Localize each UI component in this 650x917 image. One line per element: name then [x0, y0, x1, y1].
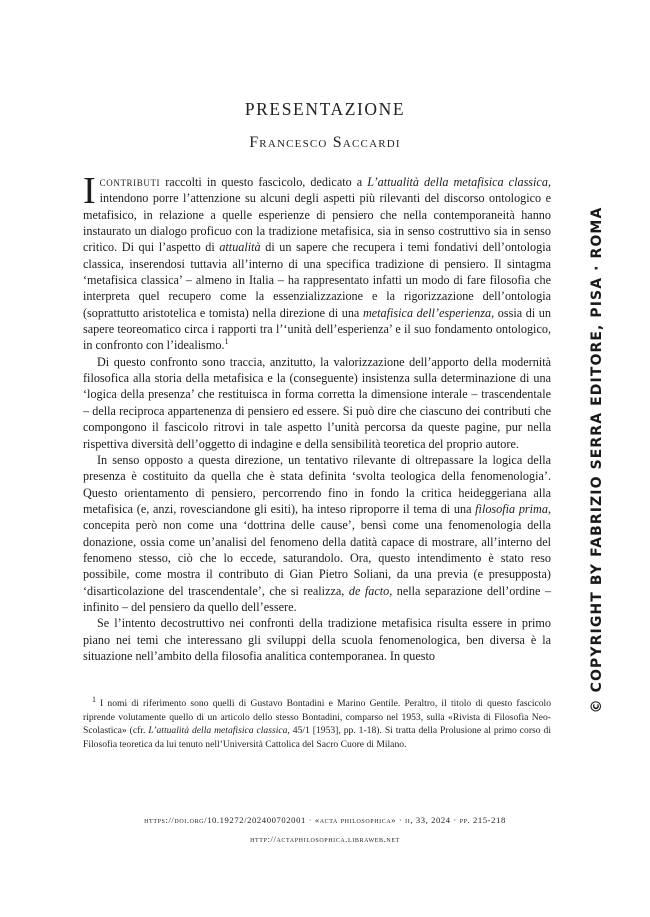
text-span: , 45/1 [1953], pp. 1-18). Si tratta della Prolusione al primo corso di Filosofia teoretica da lui tenuto nell’Università Cattolica del Sacro Cuore di Milano.	[83, 725, 551, 750]
paragraph-1	[83, 170, 551, 354]
paragraph-3	[83, 452, 551, 615]
text-span: I nomi di riferimento sono quelli di Gustavo Bontadini e Marino Gentile. Peraltro, il titolo di questo fascicolo riprende volutamente quello di un articolo dello stesso Bontadini, comparso nel 1953, sulla «Rivista di Filosofia Neo-Scolastica» (cfr.	[83, 698, 551, 737]
author-name: Francesco Saccardi	[249, 134, 401, 151]
text-span: , concepita però non come una ‘dottrina delle cause’, bensì come una fenomenologia della donazione, ossia come un’analisi del fenomeno della datità capace di mostrare, all’interno del fenomeno stesso, ciò che lo eccede, saturandolo. Ora, questo intendimento è stato reso possibile, come mostra il contributo di Gian Pietro Soliani, da una previa (e presupposta) ‘disarticolazione del trascendentale’, che si realizza,	[83, 501, 551, 598]
footnotes	[83, 694, 551, 751]
body-text	[83, 170, 552, 664]
text-span: raccolti in questo fascicolo, dedicato a	[160, 175, 368, 189]
drop-cap: I	[83, 170, 96, 212]
italic-term: metafisica dell’esperienza	[362, 305, 492, 320]
lead-word: contributi	[99, 175, 161, 189]
italic-term: attualità	[219, 240, 261, 255]
page-title: PRESENTAZIONE	[244, 99, 406, 119]
footer-url-line[interactable]: http://actaphilosophica.libraweb.net	[250, 834, 400, 844]
copyright-notice: © COPYRIGHT BY FABRIZIO SERRA EDITORE, PISA · ROMA	[589, 206, 605, 714]
paragraph-4: Se l’intento decostruttivo nei confronti della tradizione metafisica risulta essere in primo piano nei temi che interessano gli sviluppi della scuola fenomenologica, ben diversa è la situazione nell’ambito della filosofia analitica contemporanea. In questo	[83, 616, 551, 663]
footnote-1	[83, 694, 551, 751]
italic-term: de facto	[348, 583, 390, 598]
footer-doi-line[interactable]: https://doi.org/10.19272/202400702001 · «acta philosophica» · ii, 33, 2024 · pp. 215-218	[144, 815, 506, 825]
text-span: , intendono porre l’attenzione su alcuni degli aspetti più rilevanti del discorso ontologico e metafisico, in relazione a quelle esperienze di pensiero che nella contemporaneità hanno instaurato un dialogo proficuo con la tradizione metafisica, sia in senso costruttivo sia in senso critico. Di qui l’aspetto di	[83, 175, 551, 255]
text-span: di un sapere che recupera i temi fondativi dell’ontologia classica, inserendosi tuttavia all’interno di una specifica tradizione di pensiero. Il sintagma ‘metafisica classica’ – almeno in Italia – ha rappresentato infatti un modo di fare filosofia che interpreta quel recupero come la essenzializzazione e la rigorizzazione dell’ontologia (soprattutto aristotelica e tomista) nella direzione di una	[83, 240, 551, 320]
italic-title: L’attualità della metafisica classica	[367, 175, 548, 189]
text-span: In senso opposto a questa direzione, un tentativo rilevante di oltrepassare la logica della presenza è costituito da quella che è stata definita ‘svolta teologica della fenomenologia’. Questo orientamento di pensiero, percorrendo fino in fondo la critica heideggeriana alla metafisica (e, anzi, rovesciandone gli esiti), ha inteso riproporre il tema di una	[83, 452, 551, 516]
italic-term: filosofia prima	[475, 501, 548, 516]
paragraph-2: Di questo confronto sono traccia, anzitutto, la valorizzazione dell’apporto della modernità filosofica alla storia della metafisica e la (conseguente) insistenza sulla determinazione di una ‘logica della presenza’ che restituisca in forma corretta la dimensione interale – trascendentale – della reciproca appartenenza di pensiero ed essere. Si può dire che ciascuno dei contributi che compongono il fascicolo ritrovi in tale aspetto l’unità percorsa da queste pagine, pur nella rispettiva diversità dell’oggetto di indagine e della sensibilità teoretica del proprio autore.	[83, 354, 551, 451]
footnote-number: 1	[92, 694, 96, 704]
italic-title: L’attualità della metafisica classica	[148, 725, 288, 737]
text-span: , nella separazione dell’ordine – infinito – del pensiero da quello dell’essere.	[83, 583, 552, 614]
text-span: , ossia di un sapere teoreomatico circa i rapporti tra l’‘unità dell’esperienza’ e il suo fondamento ontologico, in confronto con l’idealismo.	[83, 305, 551, 353]
footnote-marker[interactable]: 1	[224, 337, 229, 347]
